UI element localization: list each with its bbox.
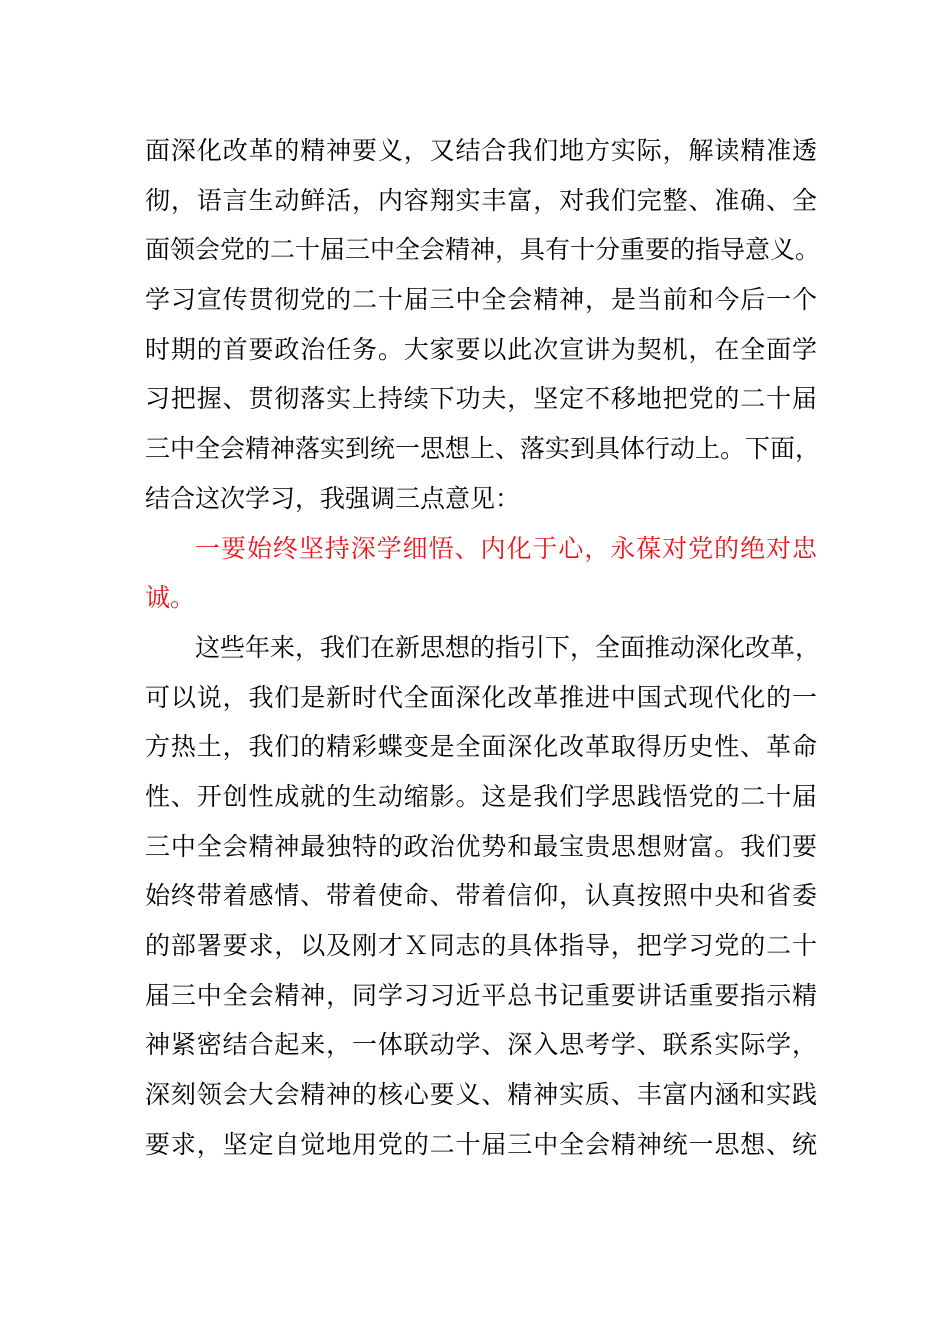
- paragraph-2-line: 方热土，我们的精彩蝶变是全面深化改革取得历史性、革命: [145, 732, 817, 762]
- paragraph-2-line: 神紧密结合起来，一体联动学、深入思考学、联系实际学，: [145, 1030, 817, 1060]
- paragraph-1: [145, 126, 821, 524]
- paragraph-1-line: 习把握、贯彻落实上持续下功夫，坚定不移地把党的二十届: [145, 384, 817, 414]
- paragraph-1-line: 面领会党的二十届三中全会精神，具有十分重要的指导意义。: [145, 235, 821, 265]
- paragraph-1-line: 面深化改革的精神要义，又结合我们地方实际，解读精准透: [145, 136, 817, 165]
- paragraph-2-line: 的部署要求，以及刚才Ｘ同志的具体指导，把学习党的二十: [145, 931, 817, 960]
- section-heading-line: 一要始终坚持深学细悟、内化于心，永葆对党的绝对忠: [195, 533, 817, 563]
- paragraph-2-line: 届三中全会精神，同学习习近平总书记重要讲话重要指示精: [145, 980, 817, 1010]
- paragraph-1-line: 彻，语言生动鲜活，内容翔实丰富，对我们完整、准确、全: [145, 185, 817, 215]
- paragraph-2-line: 深刻领会大会精神的核心要义、精神实质、丰富内涵和实践: [145, 1080, 817, 1110]
- paragraph-1-line: 时期的首要政治任务。大家要以此次宣讲为契机，在全面学: [145, 334, 817, 364]
- paragraph-2-line: 始终带着感情、带着使命、带着信仰，认真按照中央和省委: [145, 881, 817, 911]
- section-heading-1: [145, 524, 817, 623]
- section-heading-line: 诚。: [145, 583, 196, 613]
- paragraph-2-line: 这些年来，我们在新思想的指引下，全面推动深化改革，: [195, 632, 821, 662]
- paragraph-1-line: 结合这次学习，我强调三点意见：: [145, 483, 521, 513]
- paragraph-2-line: 可以说，我们是新时代全面深化改革推进中国式现代化的一: [145, 682, 817, 712]
- paragraph-1-line: 三中全会精神落实到统一思想上、落实到具体行动上。下面，: [145, 434, 821, 464]
- paragraph-2: [145, 623, 821, 1170]
- paragraph-2-line: 三中全会精神最独特的政治优势和最宝贵思想财富。我们要: [145, 831, 817, 861]
- paragraph-2-line: 要求，坚定自觉地用党的二十届三中全会精神统一思想、统: [145, 1129, 817, 1159]
- paragraph-2-line: 性、开创性成就的生动缩影。这是我们学思践悟党的二十届: [145, 781, 817, 811]
- paragraph-1-line: 学习宣传贯彻党的二十届三中全会精神，是当前和今后一个: [145, 285, 817, 315]
- document-body: [145, 126, 821, 1169]
